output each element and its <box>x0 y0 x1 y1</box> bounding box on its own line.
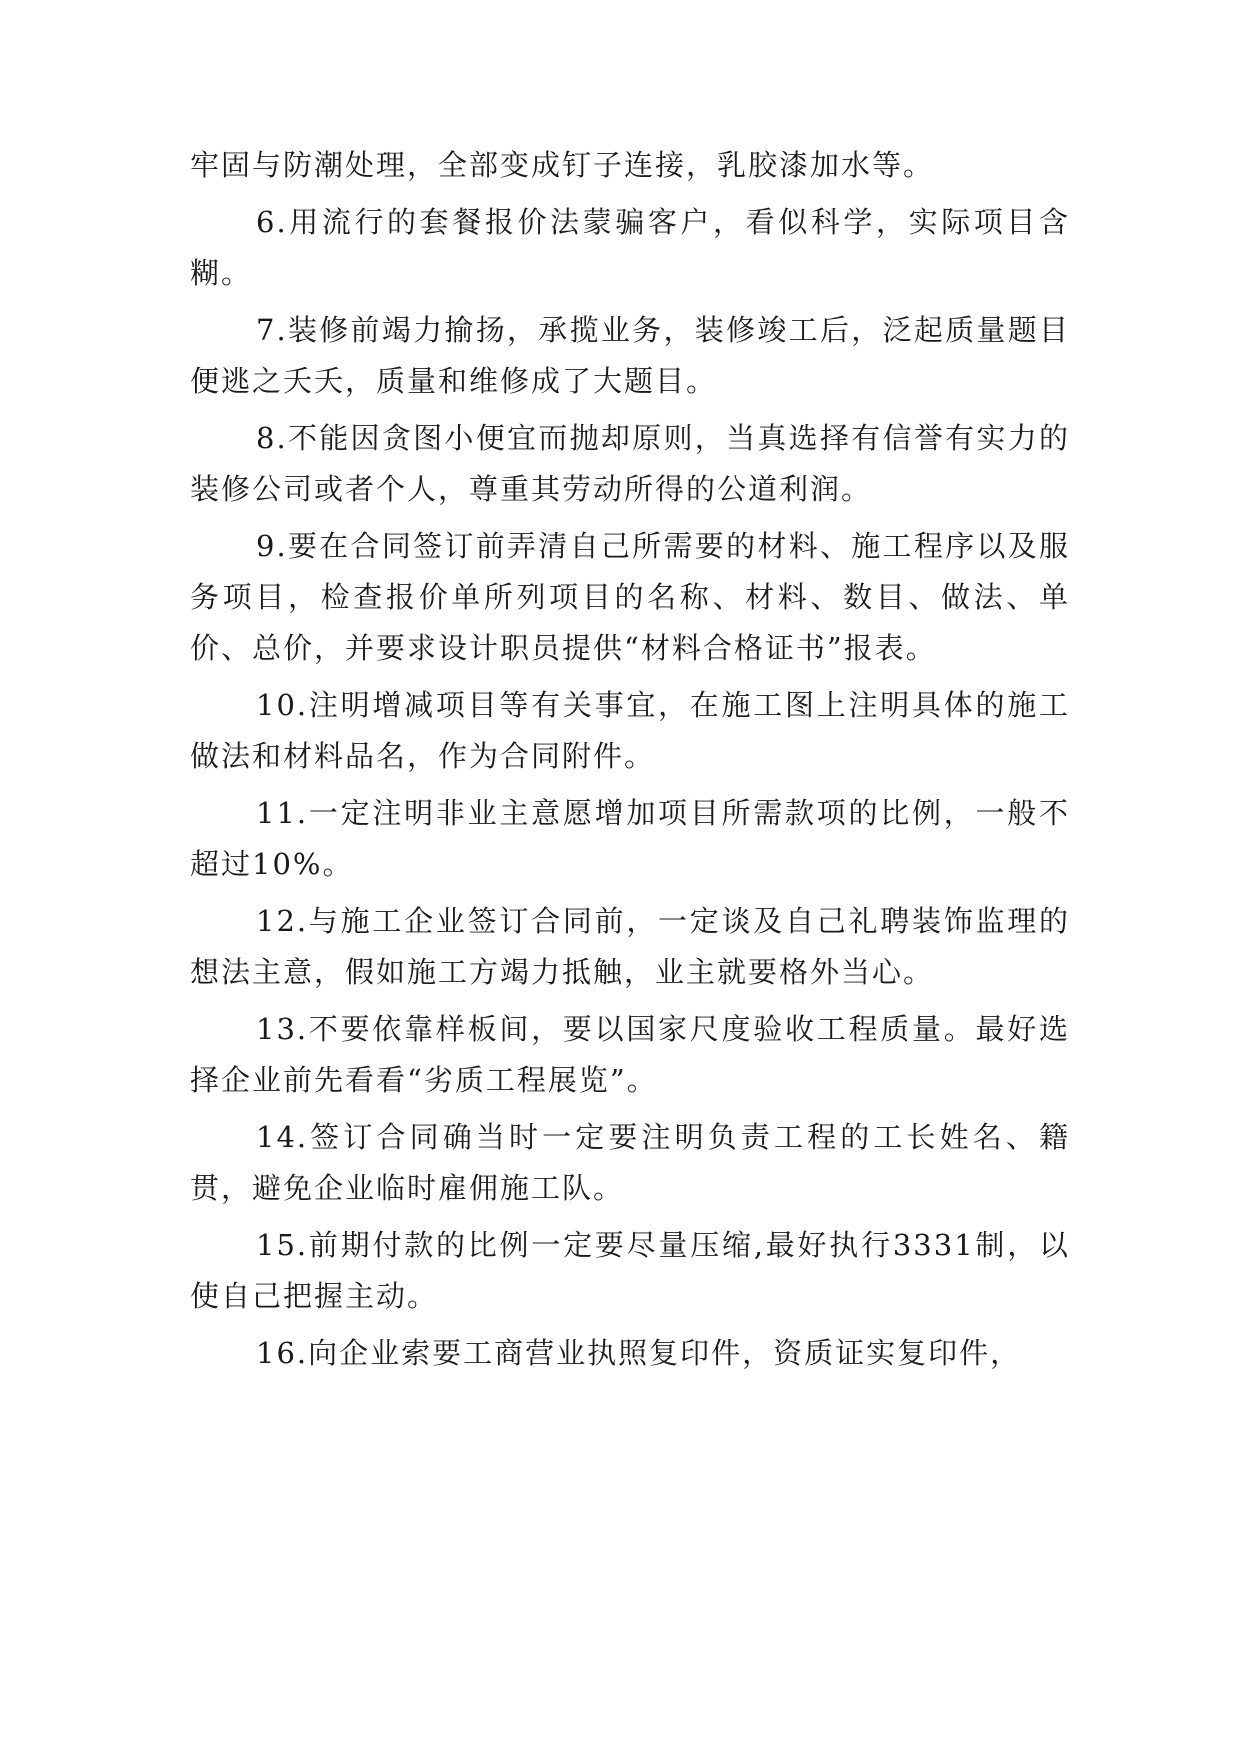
paragraph-item-14: 14.签订合同确当时一定要注明负责工程的工长姓名、籍贯，避免企业临时雇佣施工队。 <box>190 1120 1070 1205</box>
paragraph-item-13: 13.不要依靠样板间，要以国家尺度验收工程质量。最好选择企业前先看看“劣质工程展览”。 <box>190 1012 1070 1097</box>
paragraph-item-12: 12.与施工企业签订合同前，一定谈及自己礼聘装饰监理的想法主意，假如施工方竭力抵触，业主就要格外当心。 <box>190 904 1070 989</box>
paragraph-continuation: 牢固与防潮处理，全部变成钉子连接，乳胶漆加水等。 <box>190 148 935 182</box>
document-page <box>190 140 1070 1379</box>
paragraph-item-11: 11.一定注明非业主意愿增加项目所需款项的比例，一般不超过10%。 <box>190 796 1070 881</box>
paragraph-item-9: 9.要在合同签订前弄清自己所需要的材料、施工程序以及服务项目，检查报价单所列项目的名称、材料、数目、做法、单价、总价，并要求设计职员提供“材料合格证书”报表。 <box>190 529 1070 665</box>
paragraph-item-16: 16.向企业索要工商营业执照复印件，资质证实复印件， <box>256 1336 1022 1370</box>
paragraph-item-15: 15.前期付款的比例一定要尽量压缩,最好执行3331制，以使自己把握主动。 <box>190 1228 1070 1313</box>
paragraph-item-8: 8.不能因贪图小便宜而抛却原则，当真选择有信誉有实力的装修公司或者个人，尊重其劳动所得的公道利润。 <box>190 421 1070 506</box>
paragraph-item-10: 10.注明增减项目等有关事宜，在施工图上注明具体的施工做法和材料品名，作为合同附件。 <box>190 688 1070 773</box>
paragraph-item-7: 7.装修前竭力揄扬，承揽业务，装修竣工后，泛起质量题目便逃之夭夭，质量和维修成了大题目。 <box>190 313 1070 398</box>
paragraph-item-6: 6.用流行的套餐报价法蒙骗客户，看似科学，实际项目含糊。 <box>190 205 1070 290</box>
